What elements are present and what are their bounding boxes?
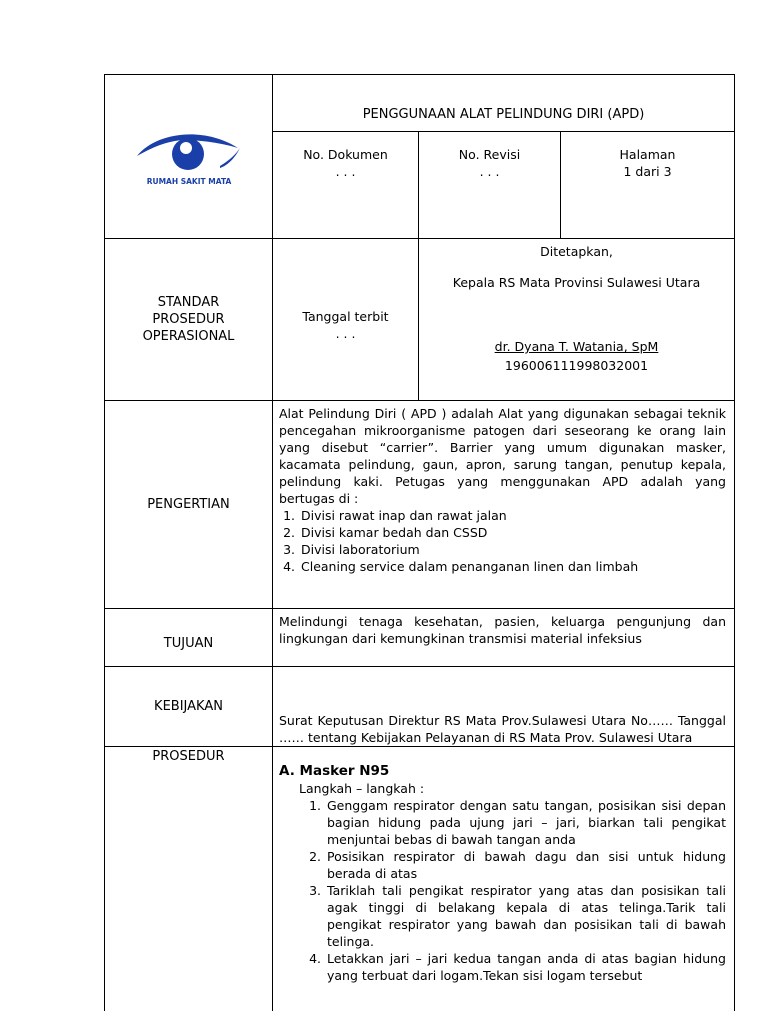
- kebijakan-label: KEBIJAKAN: [154, 699, 223, 714]
- doc-number-label: No. Dokumen: [303, 147, 388, 162]
- signer-name: dr. Dyana T. Watania, SpM: [494, 339, 659, 354]
- document-title: PENGGUNAAN ALAT PELINDUNG DIRI (APD): [362, 107, 645, 122]
- approval-position: Kepala RS Mata Provinsi Sulawesi Utara: [452, 275, 701, 290]
- prosedur-label: PROSEDUR: [152, 749, 225, 764]
- division-list: [279, 507, 726, 575]
- list-item: 2. Posisikan respirator di bawah dagu dan sisi untuk hidung berada di atas: [325, 848, 726, 882]
- list-item: 3. Tariklah tali pengikat respirator yang atas dan posisikan tali agak tinggi di belakang kepala di atas telinga.Tarik tali pengikat respirator yang bawah dan posisikan tali di bawah telinga.: [325, 882, 726, 950]
- revision-label: No. Revisi: [458, 147, 521, 162]
- issue-date-label: Tanggal terbit: [302, 308, 389, 324]
- list-item: 3. Divisi laboratorium: [299, 541, 726, 558]
- kebijakan-content: [273, 667, 735, 747]
- list-item: 1. Genggam respirator dengan satu tangan, posisikan sisi depan bagian hidung pada ujung jari – jari, biarkan tali pengikat menjuntai bebas di bawah tangan anda: [325, 797, 726, 848]
- doc-number-value: . . .: [335, 164, 356, 179]
- page-value: 1 dari 3: [623, 164, 672, 179]
- page-cell: [561, 132, 735, 239]
- sop-label-line2: PROSEDUR: [152, 312, 225, 327]
- revision-cell: [419, 132, 561, 239]
- eye-logo-icon: [134, 126, 244, 188]
- pengertian-label: PENGERTIAN: [147, 497, 230, 512]
- page-label: Halaman: [619, 147, 676, 162]
- document-title-cell: [273, 75, 735, 132]
- tujuan-label-cell: [105, 609, 273, 667]
- pengertian-label-cell: [105, 401, 273, 609]
- sop-label-cell: [105, 239, 273, 401]
- hospital-logo: [105, 75, 273, 239]
- tujuan-content: [273, 609, 735, 667]
- steps-label: Langkah – langkah :: [299, 781, 425, 796]
- revision-value: . . .: [479, 164, 500, 179]
- section-a-title: A. Masker N95: [279, 763, 390, 779]
- sop-label-line3: OPERASIONAL: [142, 329, 235, 344]
- tujuan-text: Melindungi tenaga kesehatan, pasien, keluarga pengunjung dan lingkungan dari kemungkinan transmisi material infeksius: [279, 614, 726, 646]
- doc-number-cell: [273, 132, 419, 239]
- prosedur-content: [273, 747, 735, 1011]
- list-item: 4. Cleaning service dalam penanganan linen dan limbah: [299, 558, 726, 575]
- pengertian-content: [273, 401, 735, 609]
- list-item: 4. Letakkan jari – jari kedua tangan anda di atas bagian hidung yang terbuat dari logam.Tekan sisi logam tersebut: [325, 950, 726, 984]
- signer-id: 196006111998032001: [504, 358, 649, 373]
- list-item: 1. Divisi rawat inap dan rawat jalan: [299, 507, 726, 524]
- procedure-steps: [279, 797, 726, 984]
- svg-text:RUMAH SAKIT MATA: RUMAH SAKIT MATA: [146, 176, 231, 186]
- tujuan-label: TUJUAN: [163, 636, 214, 651]
- sop-document-table: [104, 74, 735, 1011]
- approval-set-by: Ditetapkan,: [540, 244, 613, 259]
- sop-label-line1: STANDAR: [157, 295, 220, 310]
- approval-cell: [419, 239, 735, 401]
- kebijakan-text: Surat Keputusan Direktur RS Mata Prov.Sulawesi Utara No…… Tanggal …… tentang Kebijakan Pelayanan di RS Mata Prov. Sulawesi Utara: [279, 713, 726, 745]
- issue-date-cell: [273, 239, 419, 401]
- prosedur-label-cell: [105, 747, 273, 1011]
- pengertian-intro: Alat Pelindung Diri ( APD ) adalah Alat yang digunakan sebagai teknik pencegahan mikroorganisme patogen dari seseorang ke orang lain yang disebut “carrier”. Barrier yang umum digunakan masker, kacamata pelindung, gaun, apron, sarung tangan, penutup kepala, pelindung kaki. Petugas yang menggunakan APD adalah yang bertugas di :: [279, 406, 726, 506]
- issue-date-value: . . .: [335, 325, 356, 341]
- kebijakan-label-cell: [105, 667, 273, 747]
- list-item: 2. Divisi kamar bedah dan CSSD: [299, 524, 726, 541]
